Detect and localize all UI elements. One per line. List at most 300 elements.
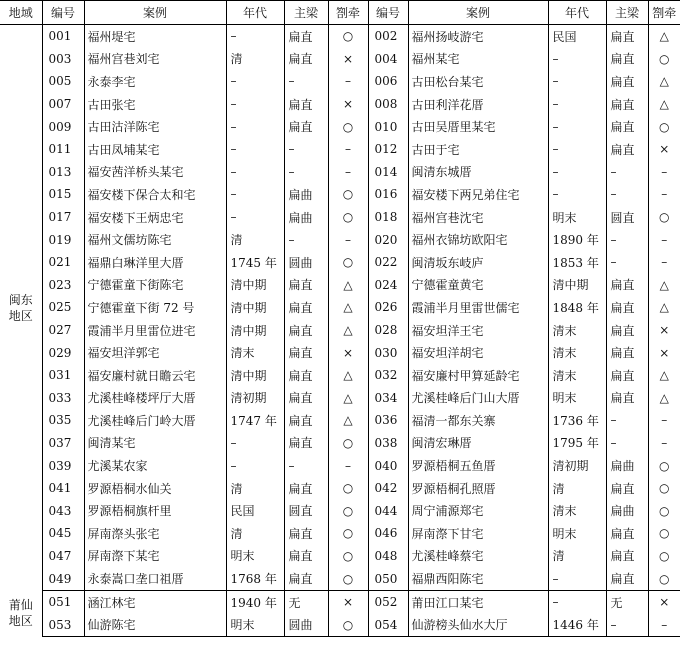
cell-beam-right: 扁直 — [606, 545, 648, 568]
cell-number-right: 028 — [368, 319, 408, 342]
cell-zhaqian-right: ○ — [648, 499, 680, 522]
cell-beam-left: 扁直 — [284, 341, 328, 364]
cell-beam-right: – — [606, 161, 648, 184]
cell-number-right: 048 — [368, 545, 408, 568]
cell-zhaqian-left: △ — [328, 387, 368, 410]
cell-zhaqian-left: × — [328, 590, 368, 613]
cell-zhaqian-left: ○ — [328, 567, 368, 590]
cell-beam-right: – — [606, 432, 648, 455]
cell-beam-right: 扁直 — [606, 567, 648, 590]
region-cell-puxian — [0, 590, 42, 636]
cell-case-left: 屏南漈头张宅 — [84, 522, 226, 545]
cell-case-left: 福州堤宅 — [84, 25, 226, 48]
cell-era-right: – — [548, 590, 606, 613]
cell-beam-right: 圆直 — [606, 206, 648, 229]
header-number-right: 编号 — [368, 1, 408, 25]
cell-beam-right: 扁直 — [606, 138, 648, 161]
cell-zhaqian-right: △ — [648, 296, 680, 319]
cell-zhaqian-right: × — [648, 590, 680, 613]
cell-number-left: 001 — [42, 25, 84, 48]
table-row — [0, 341, 680, 364]
table-row — [0, 296, 680, 319]
cell-beam-left: 扁直 — [284, 545, 328, 568]
cell-era-left: 1768 年 — [226, 567, 284, 590]
cell-number-right: 034 — [368, 387, 408, 410]
cell-zhaqian-left: △ — [328, 319, 368, 342]
cell-zhaqian-right: – — [648, 409, 680, 432]
cell-beam-left: 扁直 — [284, 25, 328, 48]
cell-era-right: 1890 年 — [548, 228, 606, 251]
cell-zhaqian-left: – — [328, 454, 368, 477]
cell-case-right: 福安坦洋王宅 — [408, 319, 548, 342]
cell-case-right: 尤溪桂峰后门山大厝 — [408, 387, 548, 410]
cell-zhaqian-right: △ — [648, 364, 680, 387]
cell-number-left: 051 — [42, 590, 84, 613]
cell-beam-right: 扁直 — [606, 387, 648, 410]
cell-number-right: 012 — [368, 138, 408, 161]
cell-number-left: 017 — [42, 206, 84, 229]
cell-number-left: 015 — [42, 183, 84, 206]
cell-era-left: – — [226, 161, 284, 184]
cell-case-left: 福安楼下保合太和宅 — [84, 183, 226, 206]
cell-number-right: 038 — [368, 432, 408, 455]
cell-number-left: 031 — [42, 364, 84, 387]
cell-zhaqian-right: △ — [648, 70, 680, 93]
cell-number-left: 021 — [42, 251, 84, 274]
cell-zhaqian-left: △ — [328, 409, 368, 432]
cell-beam-left: 圆直 — [284, 499, 328, 522]
cell-beam-left: 扁直 — [284, 522, 328, 545]
cell-number-right: 050 — [368, 567, 408, 590]
cell-era-right: 明末 — [548, 387, 606, 410]
cell-zhaqian-right: – — [648, 183, 680, 206]
cell-case-right: 福州某宅 — [408, 48, 548, 71]
cell-number-left: 005 — [42, 70, 84, 93]
table-row — [0, 25, 680, 48]
header-region: 地域 — [0, 1, 42, 25]
cell-era-left: 明末 — [226, 545, 284, 568]
cell-zhaqian-left: ○ — [328, 522, 368, 545]
cell-era-left: – — [226, 432, 284, 455]
cell-case-left: 福安茜洋桥头某宅 — [84, 161, 226, 184]
cell-zhaqian-left: ○ — [328, 613, 368, 636]
cell-number-left: 049 — [42, 567, 84, 590]
cell-era-left: 明末 — [226, 613, 284, 636]
table-row — [0, 477, 680, 500]
cell-number-right: 026 — [368, 296, 408, 319]
cell-case-left: 古田张宅 — [84, 93, 226, 116]
table-row — [0, 409, 680, 432]
cell-zhaqian-left: – — [328, 70, 368, 93]
cell-era-left: 清初期 — [226, 387, 284, 410]
cell-zhaqian-right: – — [648, 613, 680, 636]
cell-number-left: 037 — [42, 432, 84, 455]
cell-era-right: – — [548, 161, 606, 184]
cell-beam-left: 扁直 — [284, 477, 328, 500]
cell-case-right: 福州宫巷沈宅 — [408, 206, 548, 229]
cell-zhaqian-right: – — [648, 251, 680, 274]
cell-beam-left: 扁直 — [284, 115, 328, 138]
cell-beam-left: 圆曲 — [284, 613, 328, 636]
cell-number-right: 030 — [368, 341, 408, 364]
cell-beam-right: – — [606, 613, 648, 636]
cell-case-left: 屏南漈下某宅 — [84, 545, 226, 568]
table-row — [0, 454, 680, 477]
cell-beam-right: 扁曲 — [606, 454, 648, 477]
cell-case-left: 古田凤埔某宅 — [84, 138, 226, 161]
cell-era-left: 清中期 — [226, 296, 284, 319]
cell-case-left: 福安楼下王炳忠宅 — [84, 206, 226, 229]
cell-case-left: 福州宫巷刘宅 — [84, 48, 226, 71]
cell-zhaqian-right: ○ — [648, 48, 680, 71]
cell-era-right: 清 — [548, 477, 606, 500]
cell-number-left: 043 — [42, 499, 84, 522]
cell-era-left: – — [226, 183, 284, 206]
table-row — [0, 522, 680, 545]
cell-number-left: 007 — [42, 93, 84, 116]
cell-era-right: – — [548, 138, 606, 161]
cell-case-right: 仙游榜头仙水大厅 — [408, 613, 548, 636]
cell-number-left: 035 — [42, 409, 84, 432]
table-row — [0, 70, 680, 93]
cell-case-left: 霞浦半月里雷位进宅 — [84, 319, 226, 342]
header-beam-left: 主梁 — [284, 1, 328, 25]
cell-beam-right: 扁直 — [606, 25, 648, 48]
cell-case-left: 罗源梧桐旗杆里 — [84, 499, 226, 522]
region-cell-eastern-fujian — [0, 25, 42, 591]
table-row — [0, 613, 680, 636]
cell-beam-right: 扁曲 — [606, 499, 648, 522]
cell-case-left: 永泰李宅 — [84, 70, 226, 93]
cell-era-left: – — [226, 138, 284, 161]
cell-beam-right: 扁直 — [606, 522, 648, 545]
table-row — [0, 183, 680, 206]
cell-beam-left: 扁直 — [284, 567, 328, 590]
cell-zhaqian-left: – — [328, 161, 368, 184]
cell-era-right: 清 — [548, 545, 606, 568]
table-row — [0, 115, 680, 138]
cell-era-left: 1747 年 — [226, 409, 284, 432]
cell-era-left: 清中期 — [226, 274, 284, 297]
cell-number-left: 019 — [42, 228, 84, 251]
region-label-line1: 闽东 — [8, 292, 33, 307]
cell-zhaqian-left: × — [328, 93, 368, 116]
cell-zhaqian-right: × — [648, 138, 680, 161]
cell-case-right: 尤溪桂峰蔡宅 — [408, 545, 548, 568]
cell-beam-left: – — [284, 70, 328, 93]
cell-zhaqian-right: △ — [648, 93, 680, 116]
cell-zhaqian-right: ○ — [648, 206, 680, 229]
table-row — [0, 228, 680, 251]
cell-beam-right: 扁直 — [606, 341, 648, 364]
cell-case-right: 闽清坂东岐庐 — [408, 251, 548, 274]
cell-beam-left: 扁直 — [284, 93, 328, 116]
cell-zhaqian-left: △ — [328, 274, 368, 297]
cell-era-right: 清末 — [548, 364, 606, 387]
cell-zhaqian-left: – — [328, 228, 368, 251]
cell-zhaqian-left: ○ — [328, 499, 368, 522]
cell-zhaqian-left: ○ — [328, 545, 368, 568]
cell-era-left: – — [226, 206, 284, 229]
cell-zhaqian-left: △ — [328, 364, 368, 387]
cell-number-right: 024 — [368, 274, 408, 297]
header-case-left: 案例 — [84, 1, 226, 25]
cell-era-left: 清中期 — [226, 364, 284, 387]
cell-era-left: 清 — [226, 48, 284, 71]
cell-case-left: 古田沽洋陈宅 — [84, 115, 226, 138]
cell-beam-left: 扁直 — [284, 364, 328, 387]
cell-beam-left: 扁直 — [284, 48, 328, 71]
cell-case-left: 福安坦洋郭宅 — [84, 341, 226, 364]
cell-zhaqian-right: – — [648, 228, 680, 251]
cell-beam-left: 无 — [284, 590, 328, 613]
cell-number-left: 039 — [42, 454, 84, 477]
cell-zhaqian-left: △ — [328, 296, 368, 319]
cell-zhaqian-right: ○ — [648, 477, 680, 500]
header-era-right: 年代 — [548, 1, 606, 25]
cell-number-left: 047 — [42, 545, 84, 568]
cell-zhaqian-left: ○ — [328, 25, 368, 48]
table-row — [0, 499, 680, 522]
cell-era-left: – — [226, 93, 284, 116]
cell-number-left: 011 — [42, 138, 84, 161]
table-row — [0, 319, 680, 342]
cell-case-left: 宁德霍童下街陈宅 — [84, 274, 226, 297]
cell-zhaqian-right: × — [648, 341, 680, 364]
cell-number-right: 002 — [368, 25, 408, 48]
cell-case-right: 古田吴厝里某宅 — [408, 115, 548, 138]
header-era-left: 年代 — [226, 1, 284, 25]
cell-number-right: 040 — [368, 454, 408, 477]
region-label-line1: 莆仙 — [8, 598, 33, 613]
cell-beam-right: – — [606, 228, 648, 251]
cell-number-right: 022 — [368, 251, 408, 274]
cell-zhaqian-right: ○ — [648, 545, 680, 568]
table-row — [0, 274, 680, 297]
cell-zhaqian-right: △ — [648, 25, 680, 48]
cell-era-right: 明末 — [548, 522, 606, 545]
cell-number-left: 041 — [42, 477, 84, 500]
cell-case-left: 尤溪某农家 — [84, 454, 226, 477]
header-zhaqian-left: 劄牵 — [328, 1, 368, 25]
cell-beam-right: – — [606, 409, 648, 432]
cell-number-left: 029 — [42, 341, 84, 364]
header-number-left: 编号 — [42, 1, 84, 25]
cell-zhaqian-right: ○ — [648, 522, 680, 545]
cell-beam-left: 扁直 — [284, 319, 328, 342]
cell-number-right: 054 — [368, 613, 408, 636]
cell-beam-right: – — [606, 251, 648, 274]
cell-case-left: 永泰嵩口垄口祖厝 — [84, 567, 226, 590]
cell-case-left: 尤溪桂峰后门岭大厝 — [84, 409, 226, 432]
cell-beam-right: 扁直 — [606, 319, 648, 342]
cell-number-left: 025 — [42, 296, 84, 319]
cell-era-left: – — [226, 115, 284, 138]
cell-number-right: 008 — [368, 93, 408, 116]
cell-era-left: 清 — [226, 228, 284, 251]
cell-beam-left: – — [284, 454, 328, 477]
cell-zhaqian-left: × — [328, 341, 368, 364]
cell-case-left: 福鼎白琳洋里大厝 — [84, 251, 226, 274]
cell-number-left: 045 — [42, 522, 84, 545]
table-row — [0, 161, 680, 184]
cell-case-right: 罗源梧桐五鱼厝 — [408, 454, 548, 477]
cell-era-right: 清初期 — [548, 454, 606, 477]
cell-beam-right: 扁直 — [606, 274, 648, 297]
cell-beam-right: 扁直 — [606, 364, 648, 387]
cell-number-right: 010 — [368, 115, 408, 138]
cell-case-left: 闽清某宅 — [84, 432, 226, 455]
cell-era-right: – — [548, 93, 606, 116]
cell-case-right: 闽清东城厝 — [408, 161, 548, 184]
cell-number-left: 023 — [42, 274, 84, 297]
cell-number-right: 004 — [368, 48, 408, 71]
cell-case-left: 福安廉村就日瞻云宅 — [84, 364, 226, 387]
cell-era-right: 1848 年 — [548, 296, 606, 319]
cell-case-right: 福州衣锦坊欧阳宅 — [408, 228, 548, 251]
cell-zhaqian-right: – — [648, 161, 680, 184]
cell-beam-left: 扁直 — [284, 432, 328, 455]
cell-beam-right: 扁直 — [606, 477, 648, 500]
cell-case-left: 宁德霍童下街 72 号 — [84, 296, 226, 319]
header-zhaqian-right: 劄牵 — [648, 1, 680, 25]
cell-era-right: 1736 年 — [548, 409, 606, 432]
cell-number-left: 053 — [42, 613, 84, 636]
cell-case-right: 宁德霍童黄宅 — [408, 274, 548, 297]
cell-number-left: 027 — [42, 319, 84, 342]
cell-era-right: – — [548, 48, 606, 71]
region-label-line2: 地区 — [8, 614, 33, 629]
header-case-right: 案例 — [408, 1, 548, 25]
cell-number-right: 016 — [368, 183, 408, 206]
cell-case-left: 涵江林宅 — [84, 590, 226, 613]
cell-zhaqian-right: △ — [648, 387, 680, 410]
cell-case-left: 仙游陈宅 — [84, 613, 226, 636]
cell-era-left: 清 — [226, 522, 284, 545]
cell-number-right: 006 — [368, 70, 408, 93]
table-row — [0, 545, 680, 568]
cell-era-right: 清末 — [548, 499, 606, 522]
cell-era-left: 清末 — [226, 341, 284, 364]
cell-case-right: 古田利洋花厝 — [408, 93, 548, 116]
cell-zhaqian-right: △ — [648, 274, 680, 297]
cell-beam-left: – — [284, 138, 328, 161]
cell-zhaqian-right: – — [648, 432, 680, 455]
cell-zhaqian-left: ○ — [328, 115, 368, 138]
table-row — [0, 364, 680, 387]
cell-era-right: 1446 年 — [548, 613, 606, 636]
cell-beam-right: 扁直 — [606, 93, 648, 116]
cell-beam-left: – — [284, 228, 328, 251]
cell-era-right: 1795 年 — [548, 432, 606, 455]
table-row — [0, 590, 680, 613]
cell-beam-left: – — [284, 161, 328, 184]
cell-number-left: 033 — [42, 387, 84, 410]
cell-case-right: 福鼎西阳陈宅 — [408, 567, 548, 590]
table-row — [0, 48, 680, 71]
cell-case-right: 屏南漈下甘宅 — [408, 522, 548, 545]
cell-beam-left: 圆曲 — [284, 251, 328, 274]
table-row — [0, 138, 680, 161]
cell-case-right: 古田于宅 — [408, 138, 548, 161]
cell-case-right: 福安坦洋胡宅 — [408, 341, 548, 364]
table-row — [0, 432, 680, 455]
table-row — [0, 387, 680, 410]
cell-beam-right: 扁直 — [606, 48, 648, 71]
cell-case-right: 罗源梧桐孔照厝 — [408, 477, 548, 500]
cell-beam-left: 扁直 — [284, 296, 328, 319]
cell-beam-right: 无 — [606, 590, 648, 613]
cell-era-left: 1745 年 — [226, 251, 284, 274]
cell-era-left: – — [226, 70, 284, 93]
table-row — [0, 93, 680, 116]
cell-case-left: 福州文儒坊陈宅 — [84, 228, 226, 251]
cell-era-right: 明末 — [548, 206, 606, 229]
cell-era-right: – — [548, 567, 606, 590]
cell-era-left: 清 — [226, 477, 284, 500]
table-row — [0, 567, 680, 590]
cell-number-right: 046 — [368, 522, 408, 545]
cell-era-left: – — [226, 454, 284, 477]
cell-case-left: 尤溪桂峰楼坪厅大厝 — [84, 387, 226, 410]
cell-zhaqian-right: × — [648, 319, 680, 342]
cell-case-right: 福清一都东关寨 — [408, 409, 548, 432]
cell-zhaqian-right: ○ — [648, 567, 680, 590]
region-label-line2: 地区 — [8, 308, 33, 323]
cell-beam-right: 扁直 — [606, 70, 648, 93]
cell-era-left: 清中期 — [226, 319, 284, 342]
cell-number-left: 013 — [42, 161, 84, 184]
cell-beam-right: 扁直 — [606, 115, 648, 138]
cell-case-right: 莆田江口某宅 — [408, 590, 548, 613]
cell-number-right: 044 — [368, 499, 408, 522]
cell-number-right: 052 — [368, 590, 408, 613]
cell-era-right: – — [548, 183, 606, 206]
cell-era-left: – — [226, 25, 284, 48]
cell-beam-right: – — [606, 183, 648, 206]
cell-zhaqian-left: ○ — [328, 183, 368, 206]
cell-case-right: 福安楼下两兄弟住宅 — [408, 183, 548, 206]
cell-zhaqian-left: × — [328, 48, 368, 71]
cell-zhaqian-right: ○ — [648, 115, 680, 138]
cell-beam-right: 扁直 — [606, 296, 648, 319]
header-beam-right: 主梁 — [606, 1, 648, 25]
cell-case-right: 闽清宏琳厝 — [408, 432, 548, 455]
cell-zhaqian-left: ○ — [328, 432, 368, 455]
cell-zhaqian-left: ○ — [328, 251, 368, 274]
cell-beam-left: 扁曲 — [284, 183, 328, 206]
cell-beam-left: 扁直 — [284, 274, 328, 297]
cell-era-left: 民国 — [226, 499, 284, 522]
cell-case-right: 古田松台某宅 — [408, 70, 548, 93]
table-row — [0, 251, 680, 274]
cell-number-left: 003 — [42, 48, 84, 71]
cell-era-right: 民国 — [548, 25, 606, 48]
cell-beam-left: 扁直 — [284, 387, 328, 410]
cell-number-right: 032 — [368, 364, 408, 387]
table-body — [0, 25, 680, 637]
cell-case-left: 罗源梧桐水仙关 — [84, 477, 226, 500]
table-row — [0, 206, 680, 229]
cell-era-right: – — [548, 70, 606, 93]
cell-era-right: 清中期 — [548, 274, 606, 297]
cell-beam-left: 扁直 — [284, 409, 328, 432]
cell-number-left: 009 — [42, 115, 84, 138]
cell-zhaqian-left: ○ — [328, 206, 368, 229]
cell-zhaqian-right: ○ — [648, 454, 680, 477]
cell-number-right: 014 — [368, 161, 408, 184]
header-row — [0, 1, 680, 25]
